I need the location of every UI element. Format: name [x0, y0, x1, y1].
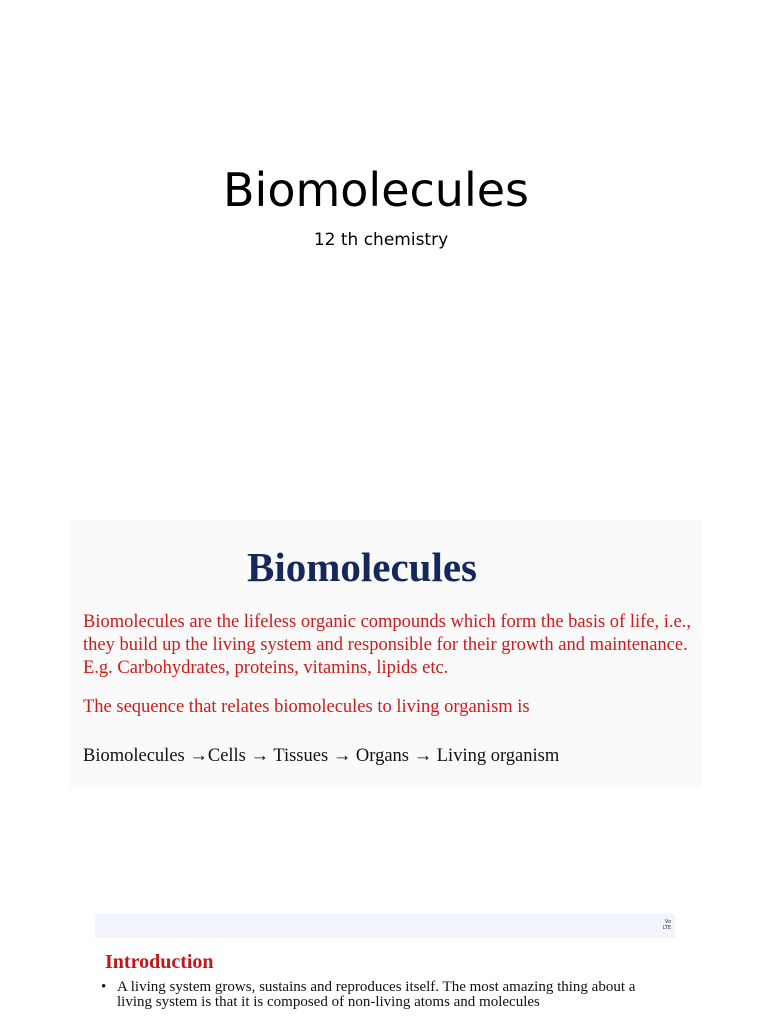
page-subtitle: 12 th chemistry — [313, 230, 449, 250]
status-mark-line1: Vo — [664, 919, 671, 925]
sequence-text: Biomolecules →Cells → Tissues → Organs → Living organism — [83, 746, 560, 766]
slide-title: Biomolecules — [246, 544, 478, 590]
bullet-list — [99, 980, 659, 1010]
list-item — [99, 980, 659, 1010]
section-heading: Introduction — [105, 951, 214, 973]
sequence-intro-text: The sequence that relates biomolecules to living organism is — [83, 697, 530, 717]
list-item-text: A living system grows, sustains and reproduces itself. The most amazing thing about a living system is that it is composed of non-living atoms and molecules — [117, 979, 636, 1010]
slide-header-bar — [95, 914, 675, 938]
title-slide — [0, 0, 768, 500]
slide-biomolecules-definition — [70, 520, 702, 788]
bullet-icon: • — [101, 979, 107, 995]
status-mark-line2: LTE — [662, 925, 671, 931]
page-title: Biomolecules — [222, 163, 529, 217]
slide-introduction — [95, 914, 675, 1024]
status-mark — [663, 919, 671, 931]
definition-text: Biomolecules are the lifeless organic compounds which form the basis of life, i.e., they build up the living system and responsible for their growth and maintenance. E.g. Carbohydrates, proteins, vitamins, lipids etc. — [83, 612, 691, 678]
